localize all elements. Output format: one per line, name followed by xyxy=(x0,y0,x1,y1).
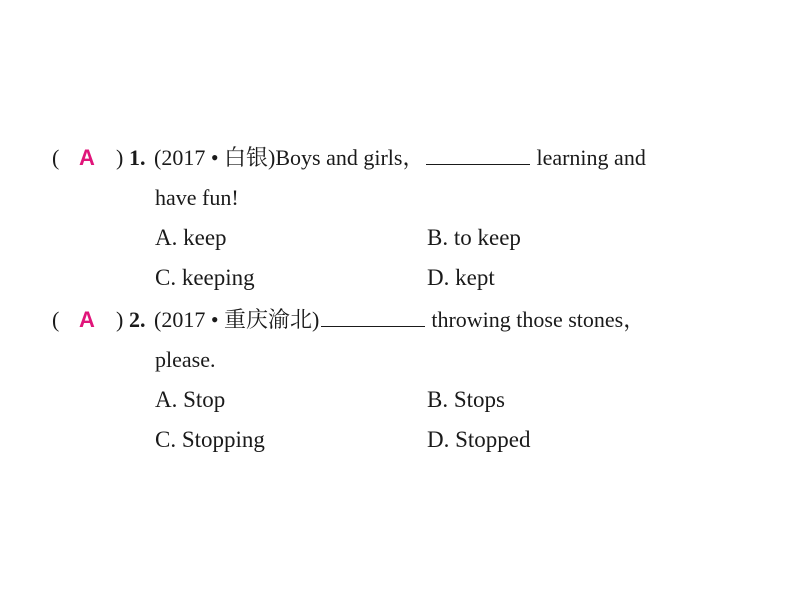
question-number: 1. xyxy=(129,145,146,170)
options-row-1 xyxy=(0,380,794,420)
question-stem xyxy=(154,138,646,178)
option-a: A. keep xyxy=(155,225,227,250)
question-stem-continuation: have fun! xyxy=(155,185,239,210)
option-c: C. Stopping xyxy=(155,427,265,452)
answer-paren-open: ( xyxy=(52,145,60,170)
question-stem xyxy=(154,300,645,340)
answer-mark: A xyxy=(79,307,95,332)
options-row-2 xyxy=(0,258,794,298)
question-1-stem-line xyxy=(0,138,794,178)
fill-blank xyxy=(426,142,530,165)
stem-suffix: throwing those stones， xyxy=(431,307,646,332)
options-row-1 xyxy=(0,218,794,258)
option-b: B. to keep xyxy=(427,225,521,250)
question-number: 2. xyxy=(129,307,146,332)
stem-suffix: learning and xyxy=(536,145,646,170)
option-d: D. kept xyxy=(427,265,495,290)
answer-mark: A xyxy=(79,145,95,170)
stem-prefix: (2017 • 白银)Boys and girls， xyxy=(154,145,425,170)
answer-paren-close: ) xyxy=(116,145,124,170)
answer-paren-open: ( xyxy=(52,307,60,332)
option-a: A. Stop xyxy=(155,387,226,412)
options-row-2 xyxy=(0,420,794,460)
fill-blank xyxy=(321,304,425,327)
option-c: C. keeping xyxy=(155,265,255,290)
option-b: B. Stops xyxy=(427,387,505,412)
option-d: D. Stopped xyxy=(427,427,531,452)
question-2-stem-line xyxy=(0,300,794,340)
question-stem-continuation: please. xyxy=(155,347,216,372)
stem-prefix: (2017 • 重庆渝北) xyxy=(154,307,320,332)
answer-paren-close: ) xyxy=(116,307,124,332)
